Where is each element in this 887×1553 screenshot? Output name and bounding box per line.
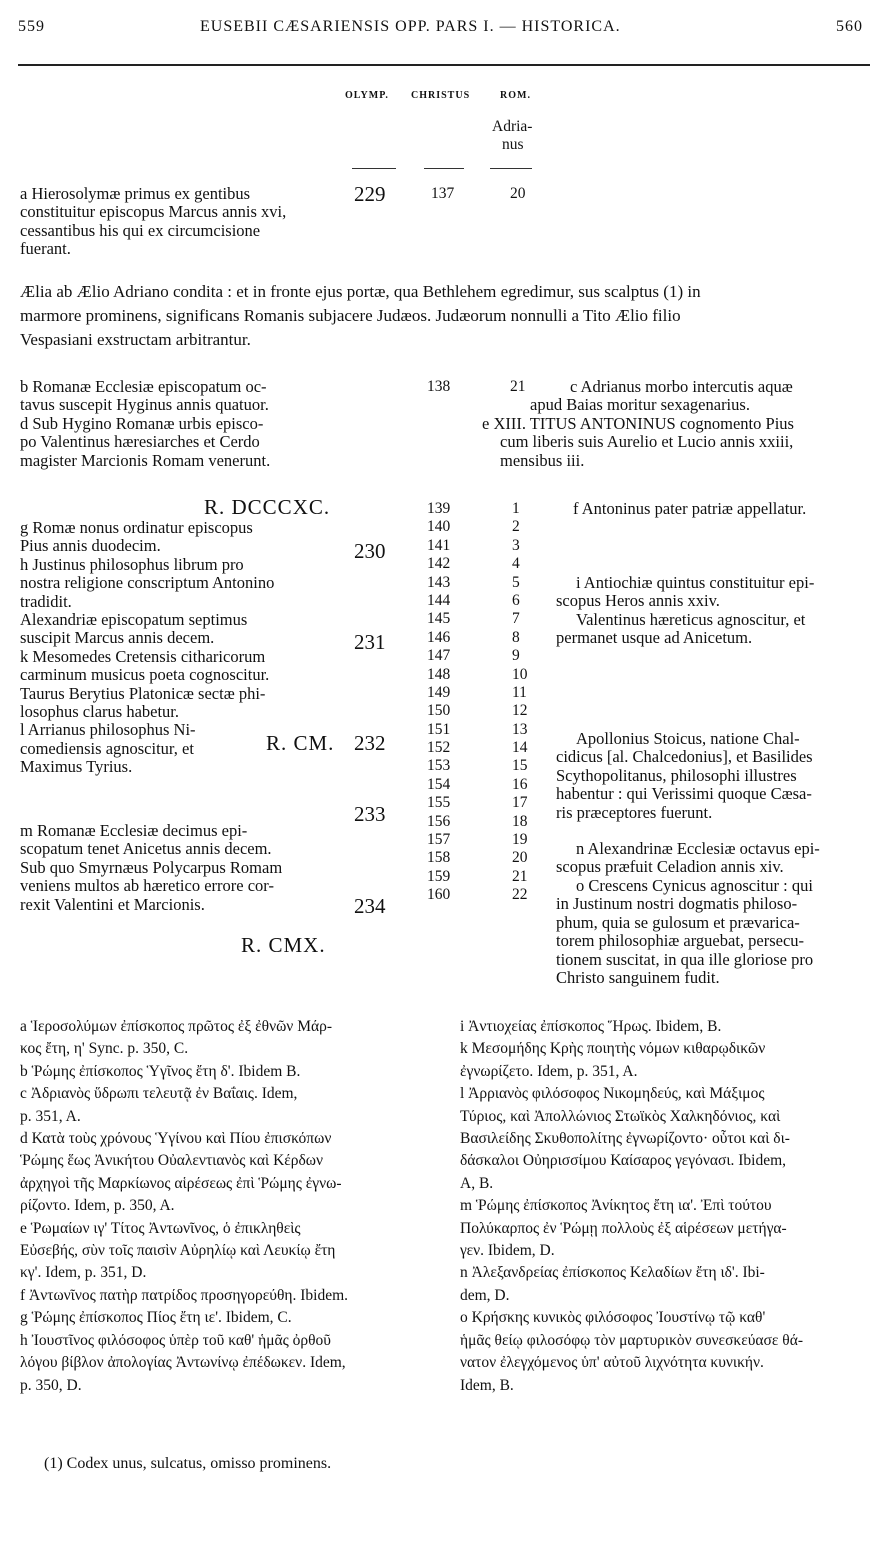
christus-138: 138 [427, 378, 451, 395]
christus-number: 143 [427, 573, 451, 591]
christus-number: 160 [427, 886, 451, 904]
entry-a-line: a Hierosolymæ primus ex gentibus [20, 184, 251, 203]
rom-number: 8 [512, 628, 520, 646]
greek-note-line: ἡμᾶς θείῳ φιλοσόφῳ τὸν μαρτυρικὸν συνεσκεύασε θά- [460, 1331, 803, 1349]
greek-note-line: g Ῥώμης ἐπίσκοπος Πίος ἔτη ιε'. Ibidem, C. [20, 1309, 292, 1327]
christus-number: 157 [427, 831, 451, 849]
entry-line: suscipit Marcus annis decem. [20, 628, 215, 648]
christus-number-column [427, 500, 450, 905]
entry-line: k Mesomedes Cretensis citharicorum [20, 646, 266, 666]
entry-f: f Antoninus pater patriæ appellatur. [573, 499, 807, 518]
olymp-number: 232 [354, 731, 386, 755]
entry-line: rexit Valentini et Marcionis. [20, 894, 205, 914]
olymp-number: 230 [354, 539, 386, 563]
greek-note-line: γεν. Ibidem, D. [460, 1242, 555, 1260]
col-rule-olymp [352, 168, 396, 169]
christus-137: 137 [431, 185, 455, 202]
page-number-left: 559 [18, 18, 45, 35]
christus-number: 153 [427, 757, 451, 775]
entry-line: i Antiochiæ quintus constituitur epi- [576, 573, 815, 592]
entry-line: h Justinus philosophus librum pro [20, 554, 244, 574]
block-138-right-line: c Adrianus morbo intercutis aquæ [570, 377, 793, 396]
christus-number: 155 [427, 794, 451, 812]
rom-number: 2 [512, 518, 520, 536]
greek-note-line: h Ἰουστῖνος φιλόσοφος ὑπὲρ τοῦ καθ' ἡμᾶς ὀρθοῦ [20, 1331, 331, 1349]
rom-number: 13 [512, 720, 528, 738]
rom-number: 1 [512, 500, 520, 517]
entry-a-line: constituitur episcopus Marcus annis xvi, [20, 202, 287, 222]
christus-number: 156 [427, 812, 451, 830]
greek-note-line: e Ῥωμαίων ιγ' Τίτος Ἀντωνῖνος, ὁ ἐπικληθεὶς [20, 1219, 301, 1237]
olymp-229: 229 [354, 182, 386, 206]
aelia-line: Vespasiani exstructam arbitrantur. [20, 330, 251, 349]
block-138-left-line: magister Marcionis Romam venerunt. [20, 450, 271, 470]
greek-note-line: l Ἀρριανὸς φιλόσοφος Νικομηδεύς, καὶ Μάξιμος [460, 1085, 765, 1103]
entry-line: ris præceptores fuerunt. [556, 802, 713, 822]
greek-note-line: δάσκαλοι Οὐηρισσίμου Καίσαρος γεγόνασι. Ibidem, [460, 1152, 787, 1170]
christus-number: 151 [427, 720, 451, 738]
entry-line: m Romanæ Ecclesiæ decimus epi- [20, 821, 248, 840]
entry-line: Scythopolitanus, philosophi illustres [556, 765, 797, 785]
greek-note-line: νατον ἐλεγχόμενος ὑπ' αὐτοῦ λιχνότητα κυνικήν. [460, 1354, 764, 1372]
christus-number: 141 [427, 536, 451, 554]
block-138-left-line: d Sub Hygino Romanæ urbis episco- [20, 413, 264, 433]
greek-note-line: d Κατὰ τοὺς χρόνους Ὑγίνου καὶ Πίου ἐπισκόπων [20, 1130, 332, 1148]
greek-note-line: Ῥώμης ἕως Ἀνικήτου Οὐαλεντιανὸς καὶ Κέρδων [20, 1152, 324, 1170]
block-138-left [20, 378, 270, 470]
christus-number: 154 [427, 775, 451, 793]
block-138-right-line: cum liberis suis Aurelio et Lucio annis xxiii, [500, 432, 794, 452]
rom-number: 10 [512, 665, 528, 683]
entry-line: g Romæ nonus ordinatur episcopus [20, 518, 253, 537]
greek-note-line: c Ἀδριανὸς ὕδρωπι τελευτᾷ ἐν Βαΐαις. Idem, [20, 1085, 298, 1103]
greek-note-line: a Ἱεροσολύμων ἐπίσκοπος πρῶτος ἐξ ἐθνῶν Μάρ- [20, 1018, 332, 1035]
greek-note-line: A, B. [460, 1174, 494, 1192]
footnote: (1) Codex unus, sulcatus, omisso prominens. [44, 1455, 332, 1472]
rom-number: 17 [512, 794, 528, 812]
running-title: EUSEBII CÆSARIENSIS OPP. PARS I. — HISTORICA. [200, 18, 621, 35]
entry-line: cidicus [al. Chalcedonius], et Basilides [556, 747, 813, 767]
rom-20: 20 [510, 185, 526, 202]
greek-note-line: n Ἀλεξανδρείας ἐπίσκοπος Κελαδίων ἔτη ιδ'. Ibi- [460, 1264, 765, 1282]
rome-year-mark: R. DCCCXC. [204, 495, 331, 519]
entry-line: Taurus Berytius Platonicæ sectæ phi- [20, 683, 266, 703]
olymp-number: 231 [354, 630, 386, 654]
christus-number: 144 [427, 591, 451, 609]
christus-number: 142 [427, 555, 451, 573]
rom-number: 20 [512, 849, 528, 867]
entry-line: l Arrianus philosophus Ni- [20, 720, 196, 740]
block-138-right [482, 377, 794, 470]
entry-line: phum, quia se gulosum et prævarica- [556, 912, 800, 932]
rom-number: 6 [512, 591, 520, 609]
entry-line: habentur : qui Verissimi quoque Cæsa- [556, 784, 812, 804]
christus-number: 158 [427, 849, 451, 867]
christus-number: 152 [427, 739, 451, 757]
greek-note-line: f Ἀντωνῖνος πατὴρ πατρίδος προσηγορεύθη. Ibidem. [20, 1286, 349, 1304]
rome-year-mark: R. CM. [266, 731, 335, 755]
olymp-number: 234 [354, 894, 386, 918]
christus-number: 145 [427, 610, 451, 628]
col-header-christus: CHRISTUS [411, 90, 471, 101]
rom-number-column [512, 500, 528, 905]
greek-note-line: κγ'. Idem, p. 351, D. [20, 1264, 147, 1282]
rom-21: 21 [510, 378, 526, 395]
rome-year-mark: R. CMX. [241, 933, 326, 957]
entry-line: n Alexandrinæ Ecclesiæ octavus epi- [576, 839, 820, 858]
greek-note-line: p. 351, A. [20, 1107, 81, 1125]
greek-note-line: p. 350, D. [20, 1376, 82, 1394]
greek-note-line: m Ῥώμης ἐπίσκοπος Ἀνίκητος ἔτη ια'. Ἐπὶ τούτου [460, 1197, 772, 1215]
greek-note-line: λόγου βίβλον ἀπολογίας Ἀντωνίνῳ ἐπέδωκεν. Idem, [20, 1354, 346, 1372]
christus-number: 139 [427, 500, 451, 517]
aelia-line: Ælia ab Ælio Adriano condita : et in fronte ejus portæ, qua Bethlehem egredimur, sus scalptus (1) in [20, 282, 701, 301]
entry-a-text [20, 185, 336, 259]
page-number-right: 560 [836, 18, 863, 35]
entry-line: nostra religione conscriptum Antonino [20, 573, 275, 593]
rom-number: 15 [512, 757, 528, 775]
rom-number: 14 [512, 739, 528, 757]
block-138-left-line: tavus suscepit Hyginus annis quatuor. [20, 395, 269, 415]
rom-number: 19 [512, 831, 528, 849]
greek-notes-right [460, 1016, 870, 1397]
col-rule-rom [490, 168, 532, 169]
entry-line: permanet usque ad Anicetum. [556, 628, 753, 648]
rom-number: 5 [512, 573, 520, 591]
rom-number: 11 [512, 683, 527, 701]
greek-note-line: Βασιλείδης Σκυθοπολίτης ἐγνωρίζοντο· οὗτοι καὶ δι- [460, 1130, 790, 1148]
greek-note-line: o Κρήσκης κυνικὸς φιλόσοφος Ἰουστίνῳ τῷ καθ' [460, 1309, 766, 1327]
entry-line: scopus Heros annis xxiv. [556, 591, 720, 611]
col-header-rom: ROM. [500, 90, 531, 101]
rom-number: 12 [512, 702, 528, 720]
entry-line: Pius annis duodecim. [20, 536, 161, 556]
aelia-line: marmore prominens, significans Romanis subjacere Judæos. Judæorum nonnulli a Tito Ælio filio [20, 306, 681, 325]
entry-line: comediensis agnoscitur, et [20, 738, 194, 758]
block-138-right-line: apud Baias moritur sexagenarius. [530, 395, 750, 415]
entry-n [556, 840, 820, 877]
christus-number: 150 [427, 702, 451, 720]
christus-number: 148 [427, 665, 451, 683]
entry-line: veniens multos ab hæretico errore cor- [20, 876, 274, 896]
entry-line: Valentinus hæreticus agnoscitur, et [576, 609, 806, 629]
rom-number: 9 [512, 647, 520, 665]
aelia-paragraph [20, 280, 870, 352]
greek-note-line: Εὐσεβής, σὺν τοῖς παισὶν Αὐρηλίῳ καὶ Λευκίῳ ἔτη [20, 1242, 336, 1260]
greek-note-line: b Ῥώμης ἐπίσκοπος Ὑγῖνος ἔτη δ'. Ibidem B. [20, 1062, 301, 1080]
entry-a-line: fuerant. [20, 239, 71, 259]
greek-note-line: dem, D. [460, 1286, 510, 1304]
christus-number: 149 [427, 683, 451, 701]
entry-line: carminum musicus poeta cognoscitur. [20, 665, 270, 685]
block-138-right-line: mensibus iii. [500, 450, 585, 470]
greek-note-line: κος ἔτη, η' Sync. p. 350, C. [20, 1040, 189, 1058]
entry-line: Maximus Tyrius. [20, 757, 133, 777]
greek-notes-left [20, 1016, 432, 1397]
header-rule [18, 64, 870, 66]
rom-number: 16 [512, 775, 528, 793]
christus-number: 159 [427, 867, 451, 885]
entry-g [20, 519, 274, 777]
entry-line: Alexandriæ episcopatum septimus [20, 610, 248, 630]
greek-note-line: Πολύκαρπος ἐν Ῥώμῃ πολλοὺς ἐξ αἱρέσεων μετήγα- [460, 1219, 787, 1237]
entry-line: losophus clarus habetur. [20, 702, 180, 722]
rom-number: 22 [512, 886, 528, 904]
christus-number: 146 [427, 628, 451, 646]
entry-line: scopus præfuit Celadion annis xiv. [556, 857, 784, 877]
entry-line: Sub quo Smyrnæus Polycarpus Romam [20, 857, 283, 877]
col-rule-christus [424, 168, 464, 169]
olymp-number: 233 [354, 802, 386, 826]
greek-note-line: Τύριος, καὶ Ἀπολλώνιος Στωϊκὸς Χαλκηδόνιος, καὶ [460, 1107, 781, 1125]
entry-line: Christo sanguinem fudit. [556, 968, 720, 988]
greek-note-line: k Μεσομήδης Κρὴς ποιητὴς νόμων κιθαρῳδικῶν [460, 1040, 766, 1058]
greek-note-line: Idem, B. [460, 1376, 514, 1394]
entry-line: tionem suscitat, in qua ille gloriose pro [556, 949, 814, 969]
entry-apollonius [556, 730, 813, 822]
greek-note-line: ἐγνωρίζετο. Idem, p. 351, A. [460, 1062, 638, 1080]
rom-number: 3 [512, 536, 520, 554]
christus-number: 140 [427, 518, 451, 536]
block-138-right-line: e XIII. TITUS ANTONINUS cognomento Pius [482, 413, 794, 433]
entry-m [20, 822, 282, 914]
block-138-left-line: po Valentinus hæresiarches et Cerdo [20, 432, 260, 452]
entry-o [556, 877, 813, 987]
entry-line: Apollonius Stoicus, natione Chal- [576, 729, 800, 748]
entry-line: o Crescens Cynicus agnoscitur : qui [576, 876, 813, 895]
greek-note-line: ἀρχηγοὶ τῆς Μαρκίωνος αἱρέσεως ἐπὶ Ῥώμης ἐγνω- [20, 1174, 342, 1192]
entry-a-line: cessantibus his qui ex circumcisione [20, 220, 261, 240]
block-138-left-line: b Romanæ Ecclesiæ episcopatum oc- [20, 377, 267, 396]
col-header-emperor-1: Adria- [492, 118, 533, 135]
rom-number: 4 [512, 555, 520, 573]
christus-number: 147 [427, 647, 451, 665]
rom-number: 21 [512, 867, 528, 885]
rom-number: 18 [512, 812, 528, 830]
entry-line: scopatum tenet Anicetus annis decem. [20, 839, 272, 859]
entry-line: in Justinum nostri dogmatis philoso- [556, 894, 798, 914]
rom-number: 7 [512, 610, 520, 628]
greek-note-line: i Ἀντιοχείας ἐπίσκοπος Ἥρως. Ibidem, B. [460, 1018, 722, 1035]
entry-i [556, 574, 814, 648]
col-header-emperor-2: nus [502, 136, 524, 153]
greek-note-line: ρίζοντο. Idem, p. 350, A. [20, 1197, 175, 1215]
entry-line: tradidit. [20, 591, 72, 611]
col-header-olymp: OLYMP. [345, 90, 389, 101]
entry-line: torem philosophiæ arguebat, persecu- [556, 931, 805, 951]
